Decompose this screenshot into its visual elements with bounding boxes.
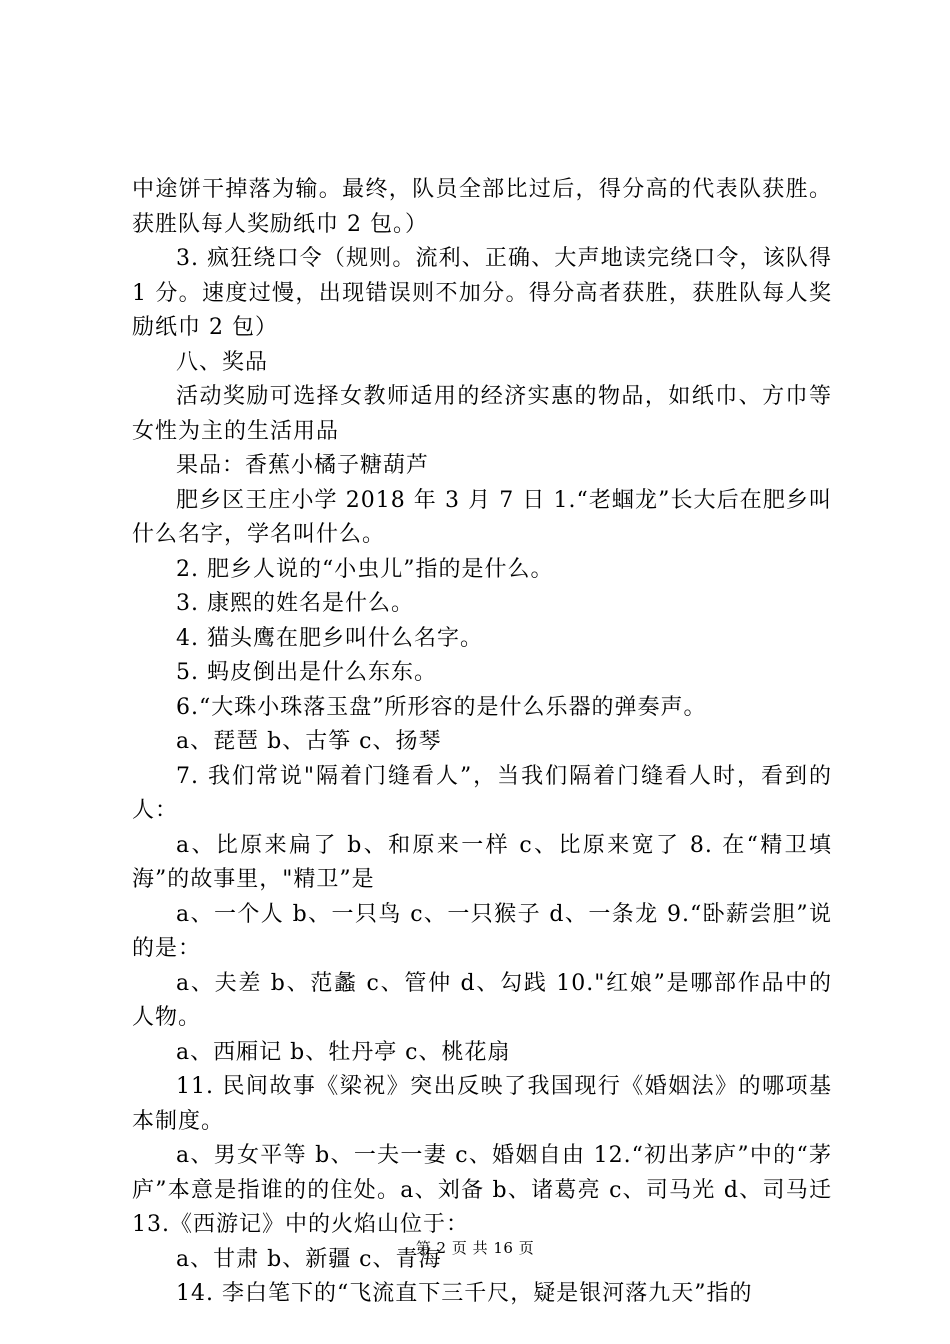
paragraph-options-9: a、夫差 b、范蠡 c、管仲 d、勾践 10."红娘”是哪部作品中的人物。 (132, 970, 832, 1030)
paragraph-fruits: 果品：香蕉小橘子糖葫芦 (176, 453, 430, 478)
paragraph-question-5: 5. 蚂皮倒出是什么东东。 (176, 660, 437, 685)
paragraph-options-11: a、男女平等 b、一夫一妻 c、婚姻自由 12.“初出茅庐”中的“茅庐”本意是指谁的的住处。a、刘备 b、诸葛亮 c、司马光 d、司马迁 13.《西游记》中的火焰山位于： (132, 1143, 832, 1237)
paragraph-options-8: a、一个人 b、一只鸟 c、一只猴子 d、一条龙 9.“卧薪尝胆”说的是： (132, 901, 832, 961)
paragraph-1: 中途饼干掉落为输。最终，队员全部比过后，得分高的代表队获胜。获胜队每人奖励纸巾 2 包。） (132, 177, 832, 237)
paragraph-options-10: a、西厢记 b、牡丹亭 c、桃花扇 (176, 1039, 511, 1065)
paragraph-options-13: a、甘肃 b、新疆 c、青海 (176, 1246, 442, 1272)
paragraph-question-1: 肥乡区王庄小学 2018 年 3 月 7 日 1.“老蝈龙”长大后在肥乡叫什么名字，学名叫什么。 (132, 487, 832, 547)
paragraph-question-11: 11. 民间故事《梁祝》突出反映了我国现行《婚姻法》的哪项基本制度。 (132, 1074, 832, 1134)
paragraph-question-14: 14. 李白笔下的“飞流直下三千尺，疑是银河落九天”指的 (176, 1281, 753, 1306)
document-body (132, 173, 832, 1312)
paragraph-question-6: 6.“大珠小珠落玉盘”所形容的是什么乐器的弹奏声。 (176, 694, 707, 720)
section-heading-prizes: 八、奖品 (176, 349, 269, 375)
paragraph-options-7: a、比原来扁了 b、和原来一样 c、比原来宽了 8. 在“精卫填海”的故事里，"精卫”是 (132, 832, 832, 892)
paragraph-prizes: 活动奖励可选择女教师适用的经济实惠的物品，如纸巾、方巾等女性为主的生活用品 (132, 384, 832, 444)
paragraph-question-4: 4. 猫头鹰在肥乡叫什么名字。 (176, 625, 483, 651)
paragraph-options-6: a、琵琶 b、古筝 c、扬琴 (176, 729, 442, 754)
page-number-footer: 第 2 页 共 16 页 (415, 1239, 535, 1257)
paragraph-question-7: 7. 我们常说"隔着门缝看人”，当我们隔着门缝看人时，看到的人： (132, 763, 832, 823)
paragraph-2: 3. 疯狂绕口令（规则。流利、正确、大声地读完绕口令，该队得 1 分。速度过慢，出现错误则不加分。得分高者获胜，获胜队每人奖励纸巾 2 包） (132, 246, 832, 340)
paragraph-question-3: 3. 康熙的姓名是什么。 (176, 591, 414, 616)
paragraph-question-2: 2. 肥乡人说的“小虫儿”指的是什么。 (176, 556, 554, 582)
